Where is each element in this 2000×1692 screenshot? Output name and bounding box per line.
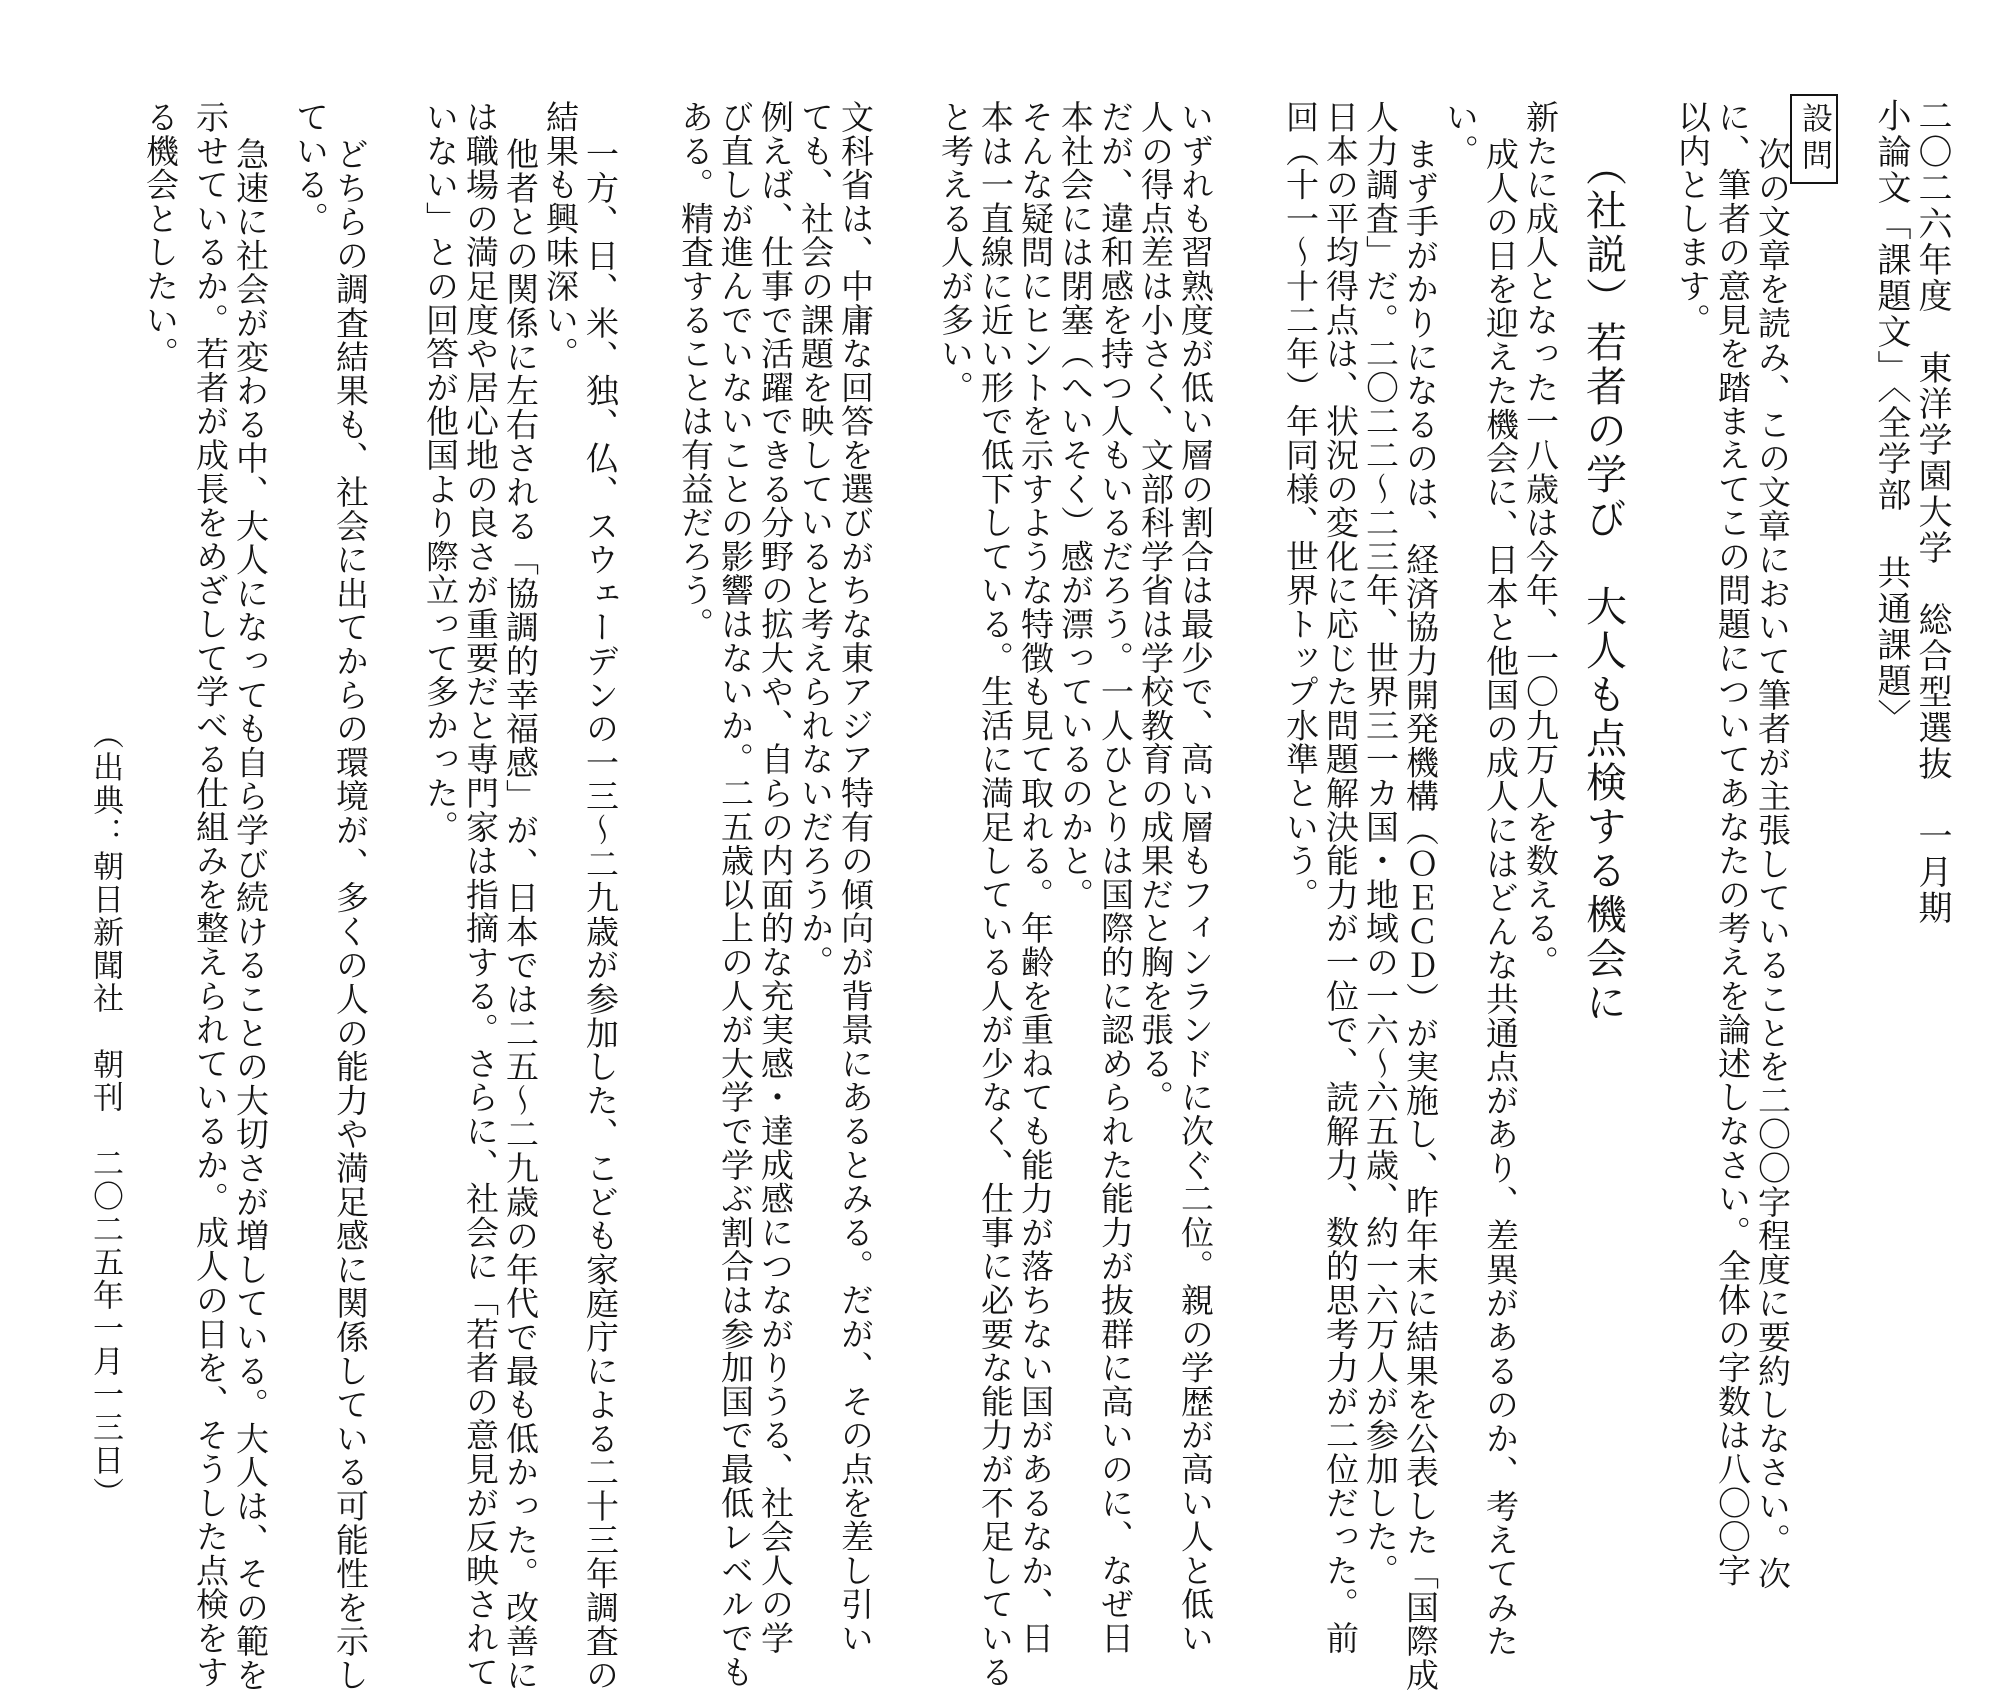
article-line: 人力調査」だ。二〇二二～二三年、世界三一カ国・地域の一六～六五歳、約一六万人が参加した。	[1361, 100, 1400, 1588]
article-line: び直しが進んでいないことの影響はないか。二五歳以上の人が大学で学ぶ割合は参加国で最低レベルでも	[716, 100, 755, 1689]
article-line: は職場の満足度や居心地の良さが重要だと専門家は指摘する。さらに、社会に「若者の意見が反映されて	[461, 100, 500, 1689]
article-line: 急速に社会が変わる中、大人になっても自ら学び続けることの大切さが増している。大人は、その範を	[231, 137, 270, 1692]
article-line: いない」との回答が他国より際立って多かった。	[421, 100, 460, 844]
question-line: 以内とします。	[1673, 100, 1712, 337]
article-line: いずれも習熟度が低い層の割合は最少で、高い層もフィンランドに次ぐ二位。親の学歴が高い人と低い	[1176, 100, 1215, 1655]
article-line: 他者との関係に左右される「協調的幸福感」が、日本では二五～二九歳の年代で最も低かった。改善に	[501, 137, 540, 1692]
article-line: 示せているか。若者が成長をめざして学べる仕組みを整えられているか。成人の日を、そうした点検をす	[191, 100, 230, 1689]
article-line: る機会としたい。	[141, 100, 180, 371]
article-line: 一方、日、米、独、仏、スウェーデンの一三～二九歳が参加した、こども家庭庁による二十三年調査の	[581, 137, 620, 1692]
article-line: ている。	[291, 100, 330, 236]
question-label: 設問	[1790, 94, 1838, 184]
question-line: 次の文章を読み、この文章において筆者が主張していることを二〇〇字程度に要約しなさい。次	[1753, 137, 1792, 1591]
exam-subtitle: 小論文「課題文」〈全学部 共通課題〉	[1871, 98, 1911, 735]
article-headline: （社説）若者の学び 大人も点検する機会に	[1579, 145, 1627, 1025]
exam-title: 二〇二六年度 東洋学園大学 総合型選抜 一月期	[1912, 98, 1952, 926]
article-line: 新たに成人となった一八歳は今年、一〇九万人を数える。	[1521, 100, 1560, 979]
article-line: ても、社会の課題を映していると考えられないだろうか。	[796, 100, 835, 979]
article-line: と考える人が多い。	[936, 100, 975, 405]
article-line: 例えば、仕事で活躍できる分野の拡大や、自らの内面的な充実感・達成感につながりうる、社会人の学	[756, 100, 795, 1655]
article-line: そんな疑問にヒントを示すような特徴も見て取れる。年齢を重ねても能力が落ちない国があるなか、日	[1016, 100, 1055, 1655]
article-line: 回（十一～十二年）年同様、世界トップ水準という。	[1281, 100, 1320, 912]
source-citation: （出典：朝日新聞社 朝刊 二〇二五年一月一三日）	[87, 718, 123, 1510]
article-line: 人の得点差は小さく、文部科学省は学校教育の成果だと胸を張る。	[1136, 100, 1175, 1114]
article-line: 本社会には閉塞（へいそく）感が漂っているのかと。	[1056, 100, 1095, 912]
article-line: い。	[1441, 100, 1480, 168]
article-line: まず手がかりになるのは、経済協力開発機構（ＯＥＣＤ）が実施し、昨年末に結果を公表した「国際成	[1401, 137, 1440, 1692]
article-line: 成人の日を迎えた機会に、日本と他国の成人にはどんな共通点があり、差異があるのか、考えてみた	[1481, 137, 1520, 1658]
article-line: 日本の平均得点は、状況の変化に応じた問題解決能力が一位で、読解力、数的思考力が二位だった。前	[1321, 100, 1360, 1655]
article-line: どちらの調査結果も、社会に出てからの環境が、多くの人の能力や満足感に関係している可能性を示し	[331, 137, 370, 1692]
question-line: に、筆者の意見を踏まえてこの問題についてあなたの考えを論述しなさい。全体の字数は八〇〇字	[1713, 100, 1752, 1588]
article-line: 結果も興味深い。	[541, 100, 580, 371]
article-line: 文科省は、中庸な回答を選びがちな東アジア特有の傾向が背景にあるとみる。だが、その点を差し引い	[836, 100, 875, 1655]
article-line: 本は一直線に近い形で低下している。生活に満足している人が少なく、仕事に必要な能力が不足している	[976, 100, 1015, 1689]
article-line: だが、違和感を持つ人もいるだろう。一人ひとりは国際的に認められた能力が抜群に高いのに、なぜ日	[1096, 100, 1135, 1655]
article-line: ある。精査することは有益だろう。	[676, 100, 715, 641]
